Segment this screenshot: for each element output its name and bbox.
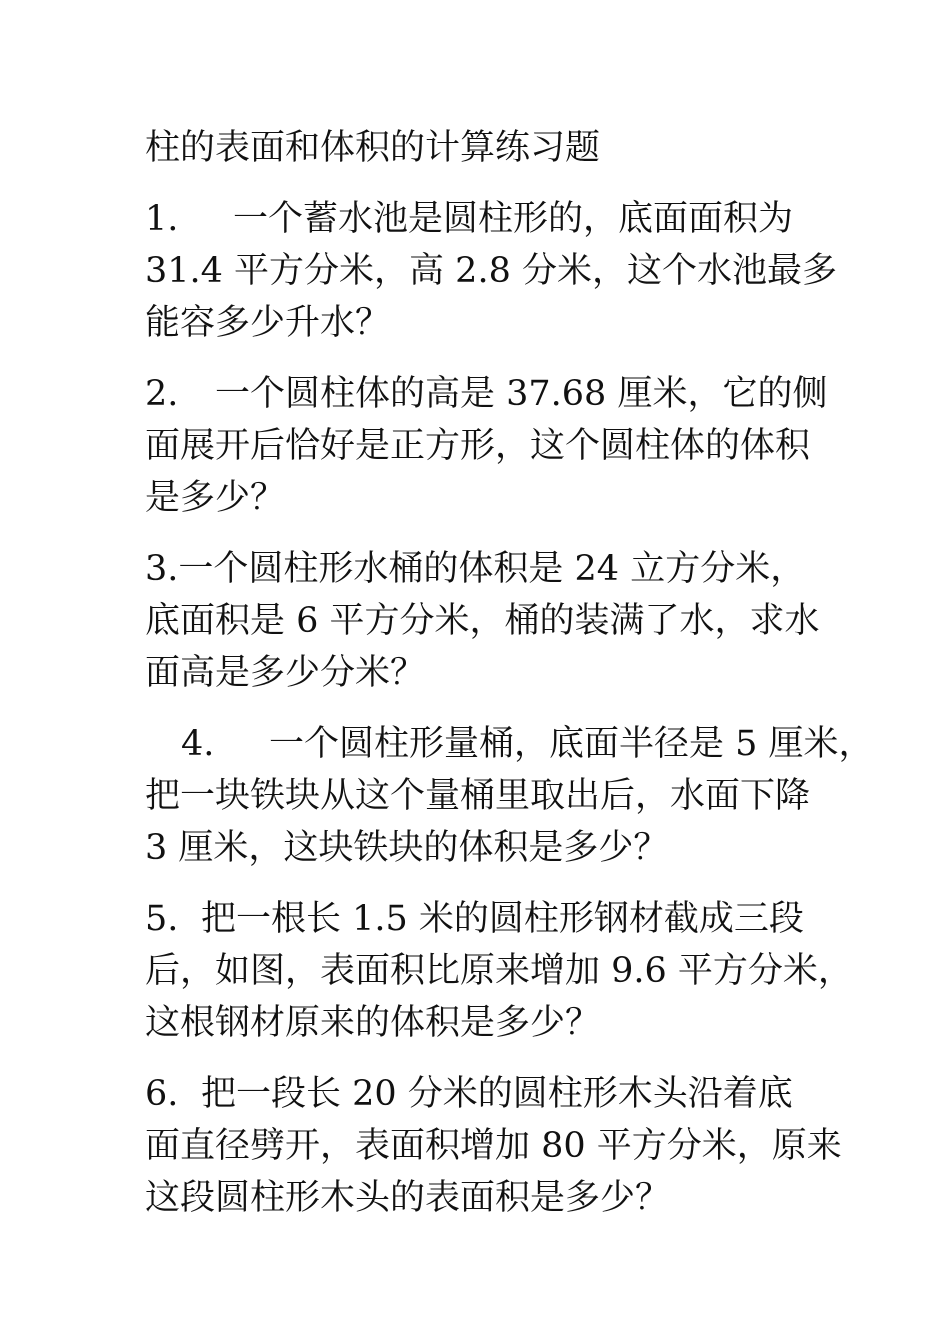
problem-6-line-2: 面直径劈开，表面积增加 80 平方分米，原来 [145, 1126, 842, 1166]
problem-5-line-3: 这根钢材原来的体积是多少？ [145, 1003, 601, 1043]
problem-5-line-1 [145, 893, 809, 945]
problem-number: 4. [181, 724, 215, 764]
problem-text: 把一段长 20 分米的圆柱形木头沿着底 [201, 1074, 793, 1114]
problem-2-line-1 [145, 368, 828, 420]
problem-number: 3. [145, 549, 179, 589]
problem-6-line-3: 这段圆柱形木头的表面积是多少？ [145, 1178, 671, 1218]
problem-5 [145, 893, 853, 1049]
problem-4-line-2: 把一块铁块从这个量桶里取出后，水面下降 [145, 776, 811, 816]
problem-text: 一个圆柱形量桶，底面半径是 5 厘米， [269, 724, 874, 764]
document-content [145, 122, 874, 1224]
problem-4 [145, 718, 874, 874]
problem-2-line-2: 面展开后恰好是正方形，这个圆柱体的体积 [145, 426, 811, 466]
document-title: 柱的表面和体积的计算练习题 [145, 128, 601, 168]
problem-1-line-1 [145, 193, 809, 245]
problem-6-line-1 [145, 1068, 809, 1120]
problem-2 [145, 368, 828, 524]
problem-text: 一个圆柱体的高是 37.68 厘米，它的侧 [215, 374, 828, 414]
problem-3-line-1 [145, 543, 809, 595]
problem-3-line-2: 底面积是 6 平方分米，桶的装满了水，求水 [145, 601, 820, 641]
problem-1-line-3: 能容多少升水？ [145, 303, 391, 343]
problem-4-line-1 [145, 718, 874, 770]
problem-6 [145, 1068, 842, 1224]
problem-3 [145, 543, 820, 699]
problem-number: 5. [145, 899, 179, 939]
problem-text: 一个圆柱形水桶的体积是 24 立方分米， [178, 549, 806, 589]
problem-1 [145, 193, 837, 349]
problem-number: 1. [145, 199, 179, 239]
problem-text: 把一根长 1.5 米的圆柱形钢材截成三段 [201, 899, 804, 939]
problem-4-line-3: 3 厘米，这块铁块的体积是多少？ [145, 828, 669, 868]
problem-number: 2. [145, 374, 179, 414]
problem-text: 一个蓄水池是圆柱形的，底面面积为 [233, 199, 794, 239]
problem-number: 6. [145, 1074, 179, 1114]
problem-5-line-2: 后，如图，表面积比原来增加 9.6 平方分米， [145, 951, 853, 991]
problem-3-line-3: 面高是多少分米？ [145, 653, 426, 693]
problem-1-line-2: 31.4 平方分米，高 2.8 分米，这个水池最多 [145, 251, 837, 291]
problem-2-line-3: 是多少？ [145, 478, 286, 518]
